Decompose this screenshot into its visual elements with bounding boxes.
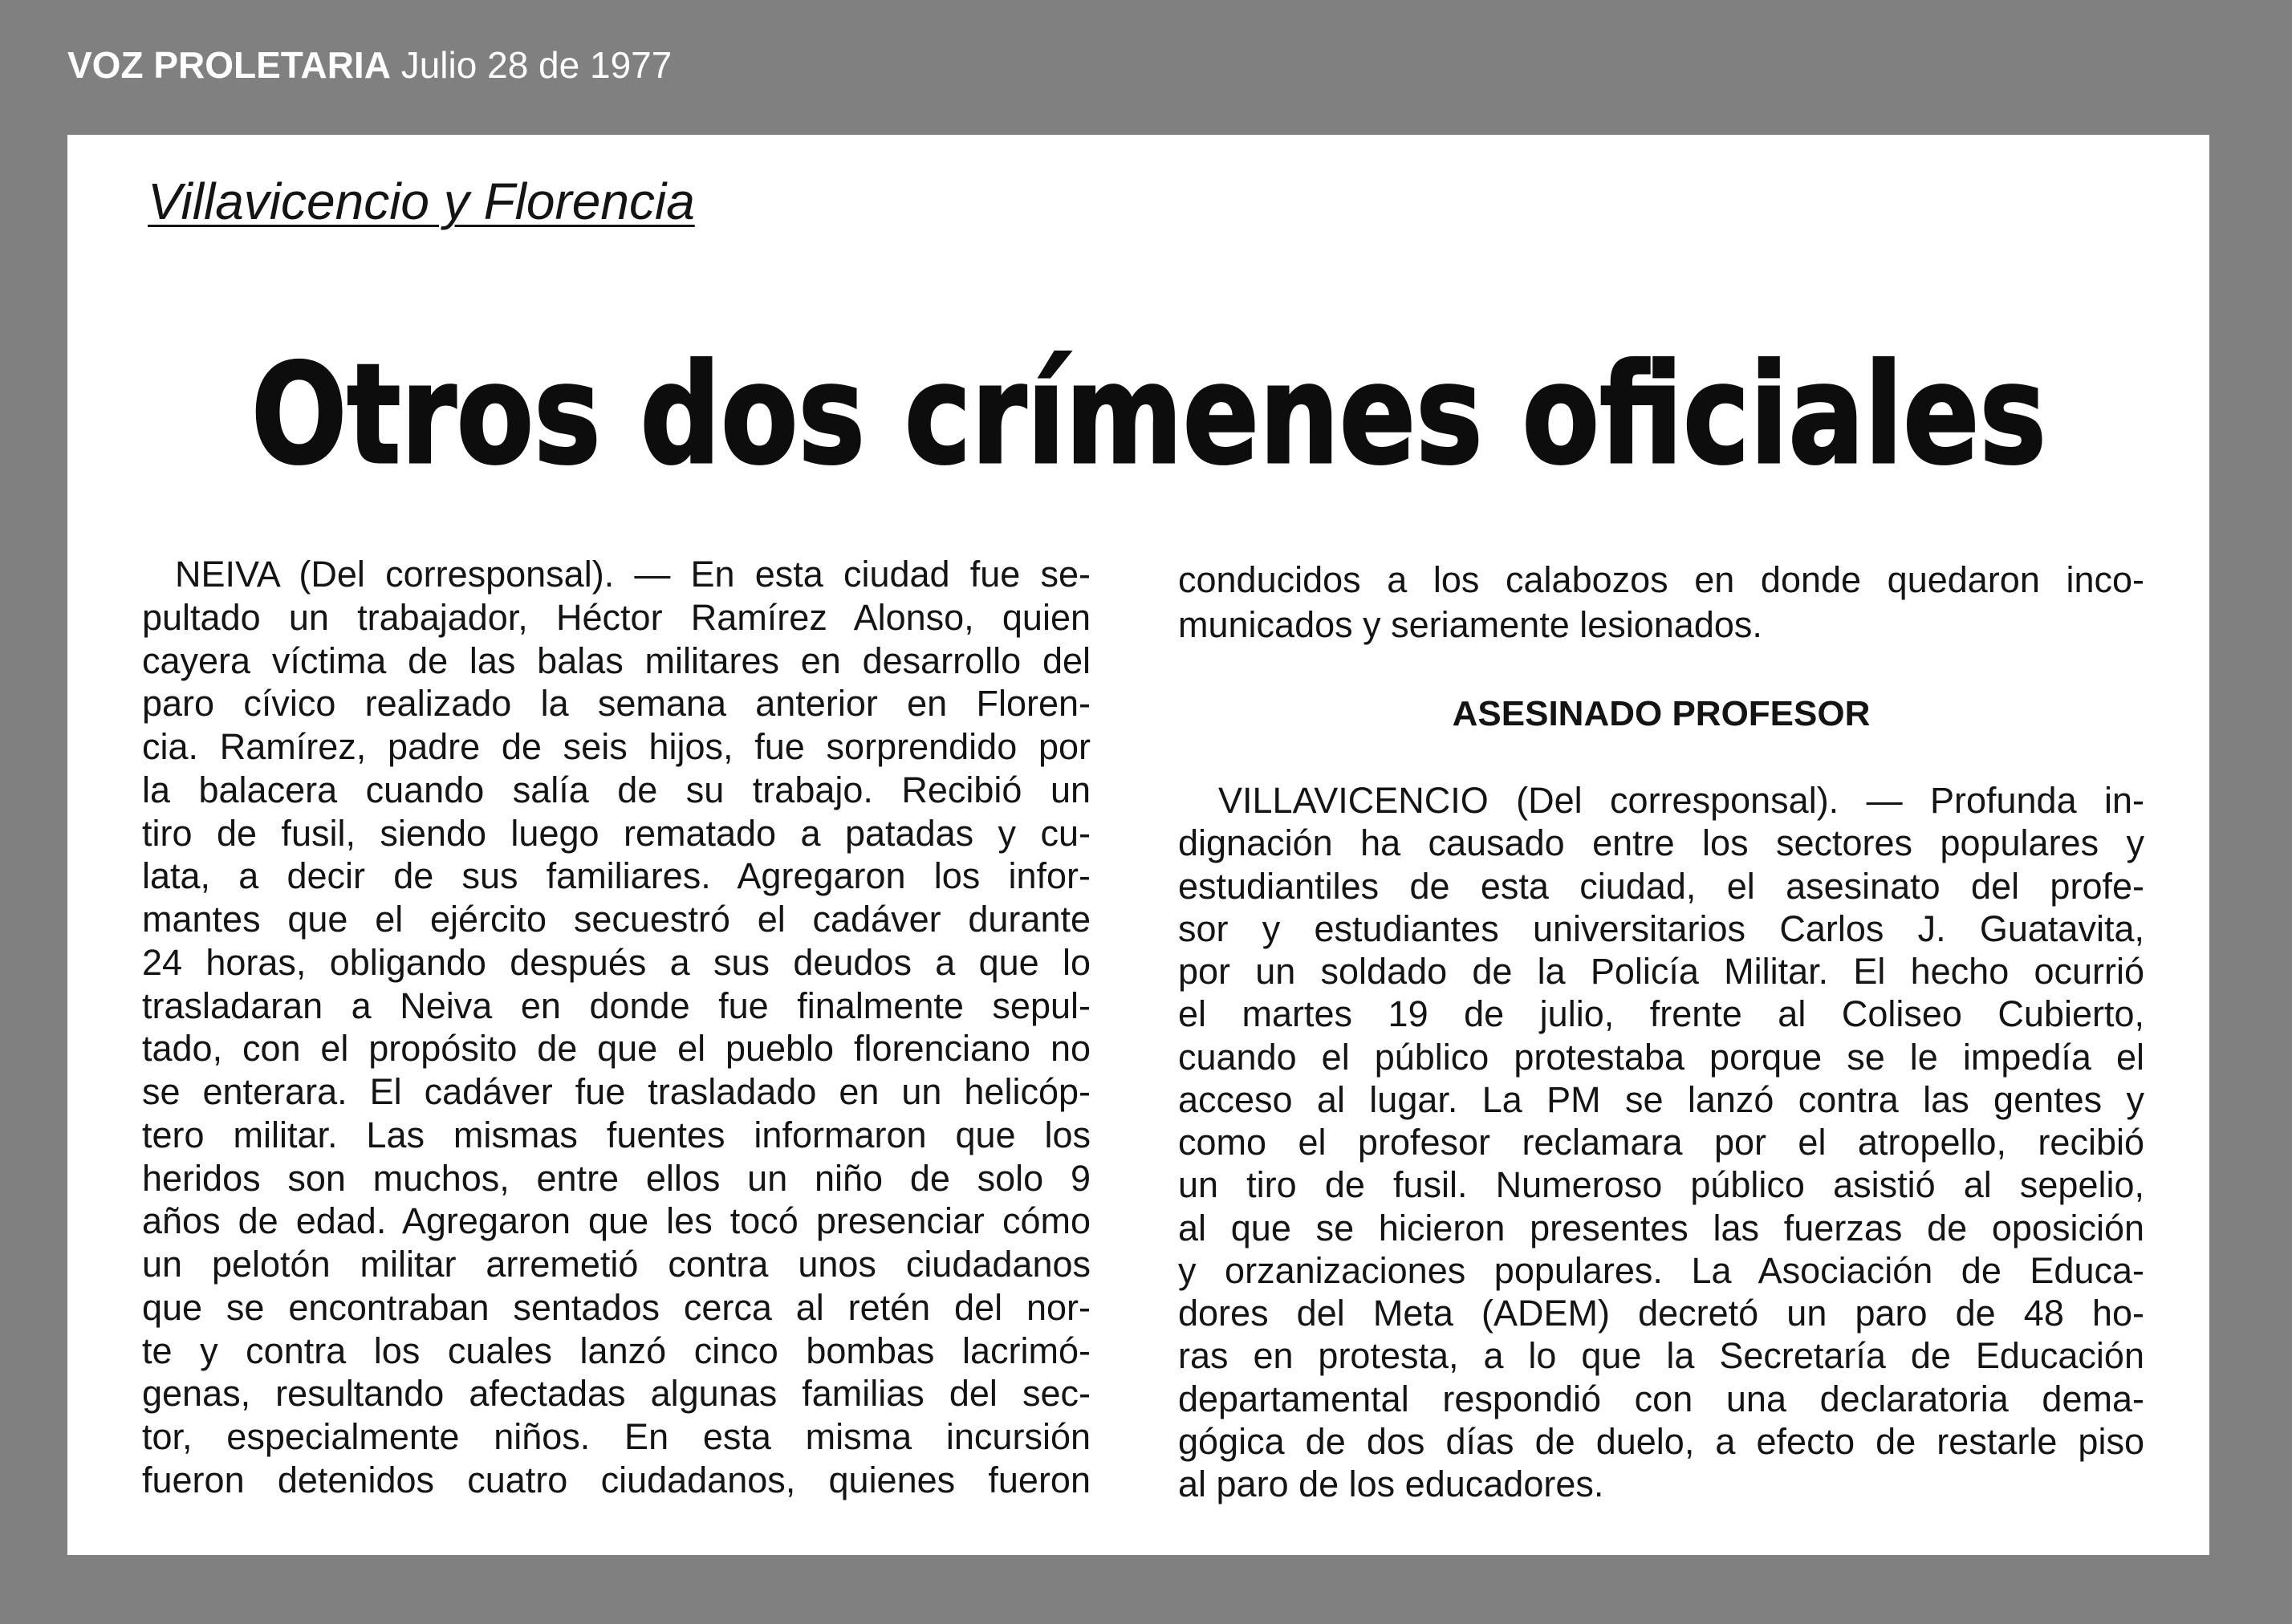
right-column-line: y orzanizaciones populares. La Asociación de Educa- (1178, 1249, 2144, 1291)
right-column-line: acceso al lugar. La PM se lanzó contra las gentes y (1178, 1078, 2144, 1120)
right-column-continuation (1178, 558, 2144, 648)
left-column-line: paro cívico realizado la semana anterior en Floren- (142, 683, 1091, 725)
left-column-line: se enterara. El cadáver fue trasladado en un helicóp- (142, 1071, 1091, 1112)
left-column-line: pultado un trabajador, Héctor Ramírez Alonso, quien (142, 596, 1091, 638)
left-column-line: tado, con el propósito de que el pueblo florenciano no (142, 1028, 1091, 1070)
left-column-line: la balacera cuando salía de su trabajo. Recibió un (142, 769, 1091, 810)
right-column-line: conducidos a los calabozos en donde quedaron inco- (1178, 559, 2144, 600)
left-column-line: que se encontraban sentados cerca al retén del nor- (142, 1286, 1091, 1328)
left-column-line: heridos son muchos, entre ellos un niño de solo 9 (142, 1157, 1091, 1199)
left-column-line: cayera víctima de las balas militares en desarrollo del (142, 639, 1091, 681)
right-column-line: VILLAVICENCIO (Del corresponsal). — Profunda in- (1218, 780, 2144, 821)
right-column-line: dores del Meta (ADEM) decretó un paro de 48 ho- (1178, 1293, 2144, 1334)
right-column-line: al que se hicieron presentes las fuerzas de oposición (1178, 1207, 2144, 1248)
right-column-line: sor y estudiantes universitarios Carlos J. Guatavita, (1178, 907, 2144, 949)
right-column-line: cuando el público protestaba porque se le impedía el (1178, 1036, 2144, 1078)
article-subheading: ASESINADO PROFESOR (1452, 694, 1871, 733)
right-column-line: por un soldado de la Policía Militar. El hecho ocurrió (1178, 951, 2144, 993)
publication-name: VOZ PROLETARIA (67, 44, 391, 86)
headline (251, 334, 2046, 497)
right-column-line: el martes 19 de julio, frente al Coliseo Cubierto, (1178, 993, 2144, 1035)
right-column-line: ras en protesta, a lo que la Secretaría de Educación (1178, 1335, 2144, 1377)
left-column-line: tiro de fusil, siendo luego rematado a patadas y cu- (142, 812, 1091, 854)
right-column-line: estudiantiles de esta ciudad, el asesinato del profe- (1178, 865, 2144, 907)
left-column-line: 24 horas, obligando después a sus deudos a que lo (142, 941, 1091, 983)
left-column-line: lata, a decir de sus familiares. Agregaron los infor- (142, 855, 1091, 897)
right-column-line: municados y seriamente lesionados. (1178, 604, 1762, 645)
right-column-line: gógica de dos días de duelo, a efecto de restarle piso (1178, 1420, 2144, 1462)
left-column-line: te y contra los cuales lanzó cinco bombas lacrimó- (142, 1330, 1091, 1371)
right-column-line: como el profesor reclamara por el atropello, recibió (1178, 1122, 2144, 1163)
right-column (1178, 779, 2144, 1506)
left-column-line: NEIVA (Del corresponsal). — En esta ciudad fue se- (175, 554, 1091, 595)
right-column-line: departamental respondió con una declaratoria dema- (1178, 1378, 2144, 1419)
section-title: Villavicencio y Florencia (148, 173, 695, 230)
left-column-line: trasladaran a Neiva en donde fue finalmente sepul- (142, 985, 1091, 1026)
left-column-line: tero militar. Las mismas fuentes informaron que los (142, 1114, 1091, 1155)
left-column-line: mantes que el ejército secuestró el cadáver durante (142, 899, 1091, 940)
right-column-line: al paro de los educadores. (1178, 1464, 1604, 1505)
newspaper-clipping (67, 135, 2209, 1555)
left-column-line: cia. Ramírez, padre de seis hijos, fue sorprendido por (142, 726, 1091, 767)
right-column-line: dignación ha causado entre los sectores populares y (1178, 822, 2144, 864)
left-column-line: años de edad. Agregaron que les tocó presenciar cómo (142, 1200, 1091, 1242)
left-column-line: un pelotón militar arremetió contra unos ciudadanos (142, 1244, 1091, 1285)
publication-date: Julio 28 de 1977 (400, 44, 673, 86)
left-column (142, 553, 1091, 1502)
left-column-line: tor, especialmente niños. En esta misma incursión (142, 1416, 1091, 1457)
page-header (67, 44, 672, 87)
left-column-line: fueron detenidos cuatro ciudadanos, quienes fueron (142, 1459, 1091, 1500)
left-column-line: genas, resultando afectadas algunas familias del sec- (142, 1373, 1091, 1415)
headline-text: Otros dos crímenes oficiales (251, 334, 2046, 495)
right-column-line: un tiro de fusil. Numeroso público asistió al sepelio, (1178, 1164, 2144, 1206)
